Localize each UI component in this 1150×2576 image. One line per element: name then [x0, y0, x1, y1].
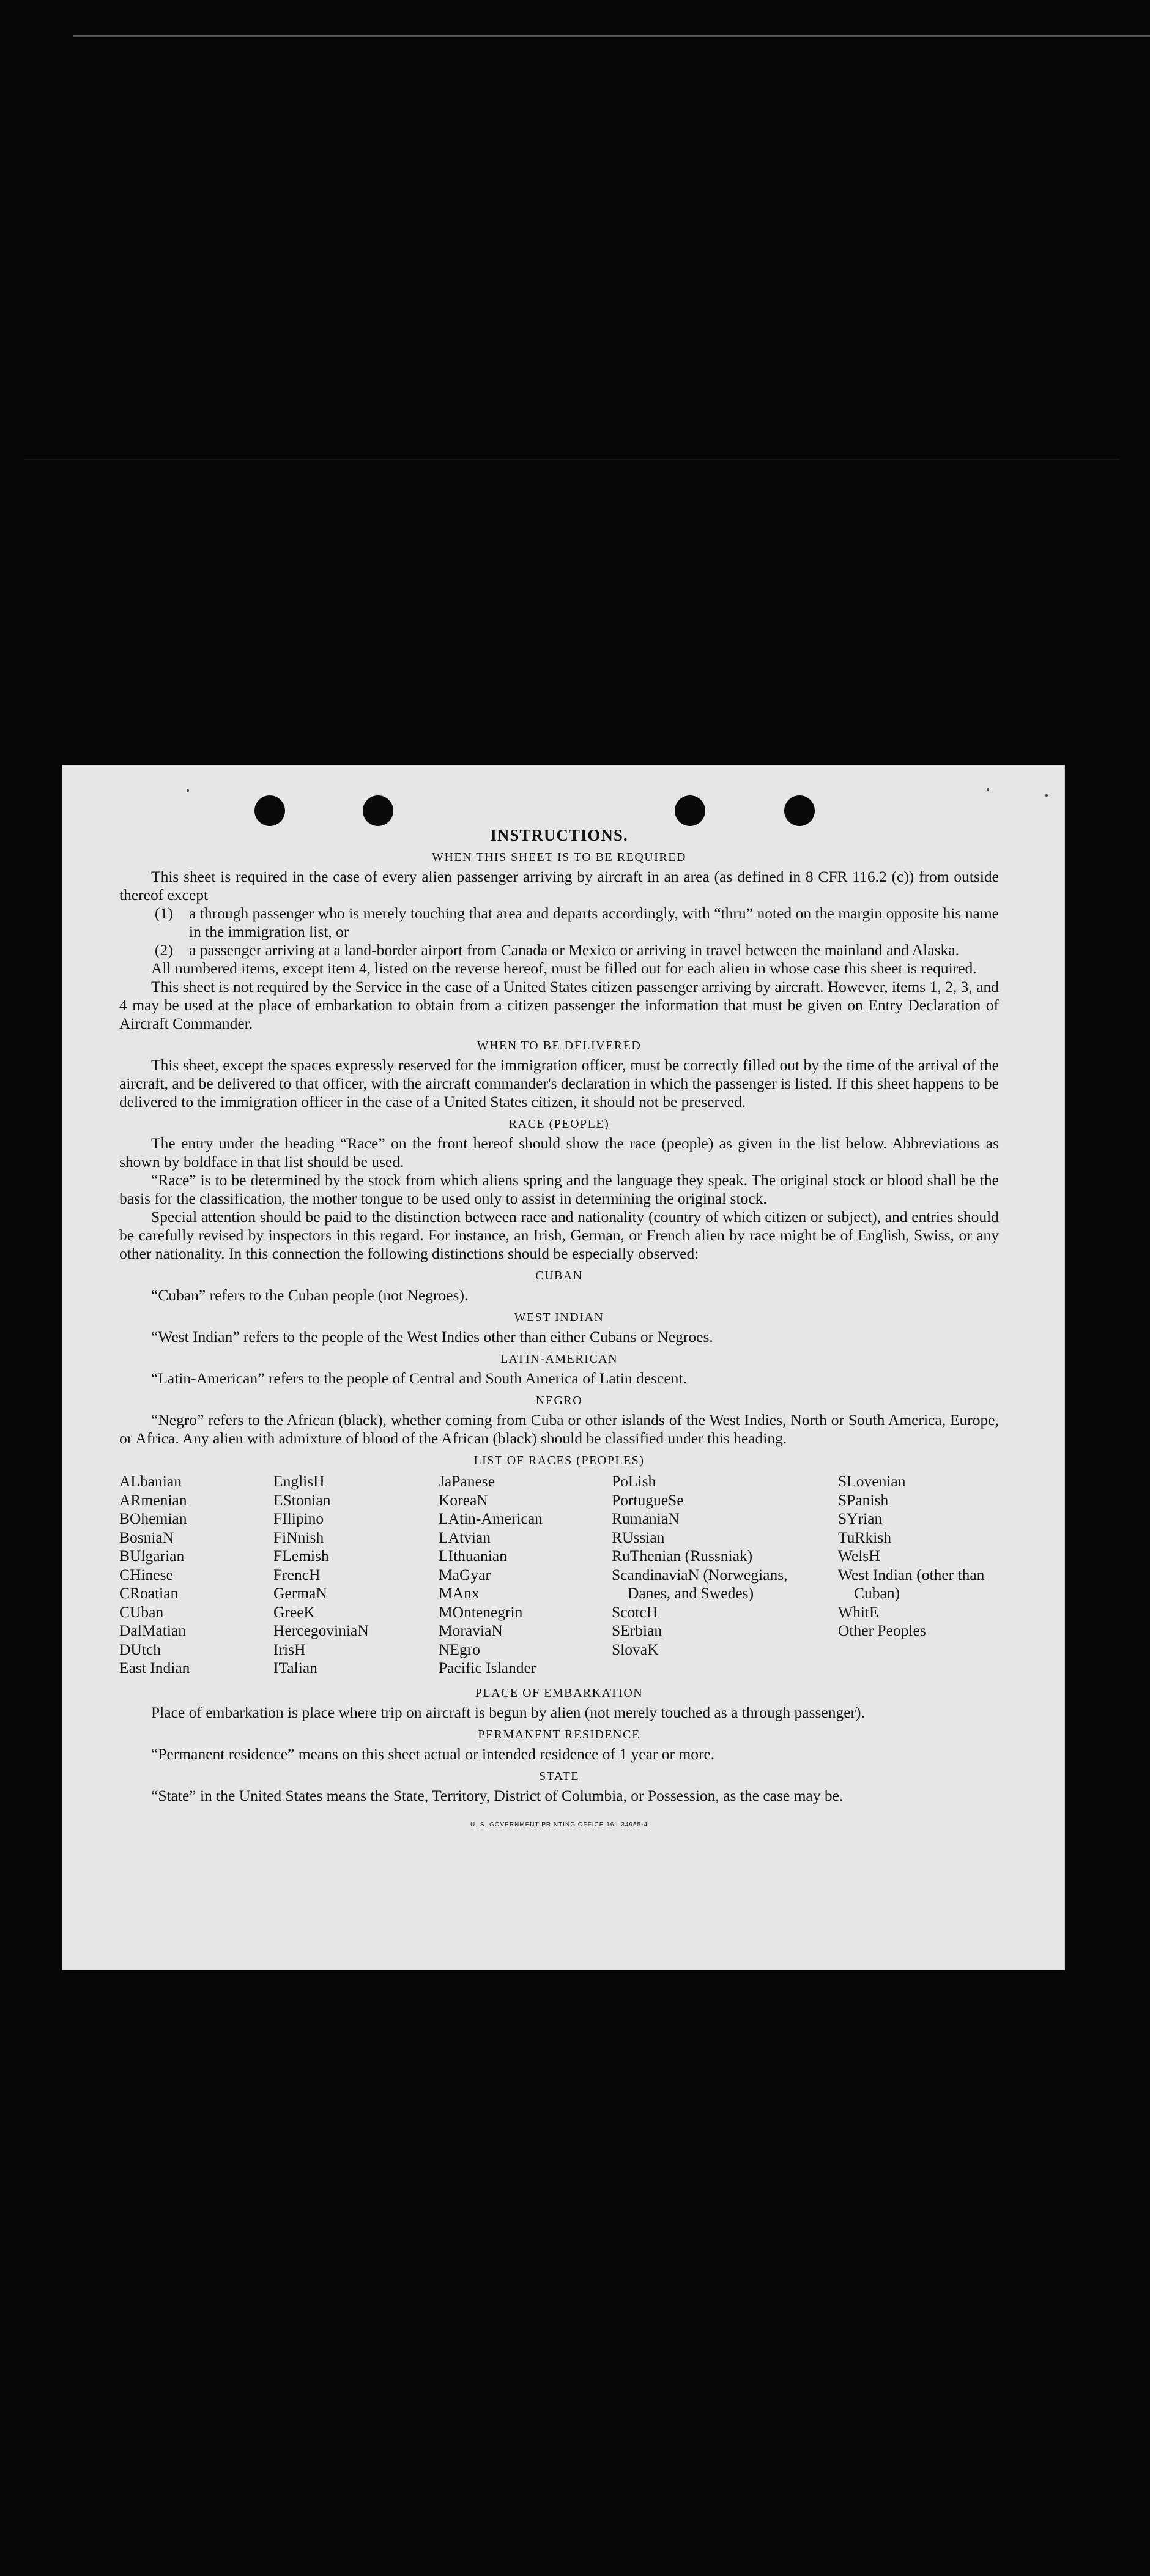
paragraph: Place of embarkation is place where trip on aircraft is begun by alien (not merely touched as a through passenger).: [151, 1703, 865, 1721]
list-item: [155, 941, 999, 959]
punch-hole: [254, 795, 285, 826]
instructions-body: [119, 826, 999, 1834]
race-entry: PoLish: [612, 1472, 656, 1490]
section-heading-permanent-residence: PERMANENT RESIDENCE: [478, 1728, 640, 1741]
race-entry: JaPanese: [439, 1472, 495, 1490]
race-entry: ITalian: [273, 1659, 317, 1677]
race-entry: FIlipino: [273, 1509, 324, 1527]
race-entry: RuThenian (Russniak): [612, 1547, 753, 1565]
race-entry: ARmenian: [119, 1491, 187, 1509]
section-heading-when-delivered: WHEN TO BE DELIVERED: [477, 1039, 642, 1052]
race-entry: WelsH: [838, 1547, 880, 1565]
instruction-sheet: [62, 765, 1065, 1970]
punch-hole: [784, 795, 815, 826]
item-number: (1): [155, 904, 173, 922]
race-list: [119, 1472, 999, 1680]
race-entry: LAtvian: [439, 1528, 491, 1546]
section-heading-state: STATE: [539, 1770, 579, 1783]
race-entry: MAnx: [439, 1584, 480, 1602]
page-title: INSTRUCTIONS.: [490, 826, 628, 844]
race-entry: MaGyar: [439, 1565, 491, 1584]
race-entry: GermaN: [273, 1584, 327, 1602]
race-entry: CHinese: [119, 1565, 173, 1584]
section-heading-list-of-races: LIST OF RACES (PEOPLES): [473, 1454, 645, 1467]
race-entry: DUtch: [119, 1640, 161, 1658]
race-entry: ScotcH: [612, 1603, 658, 1621]
race-entry: RUssian: [612, 1528, 665, 1546]
race-entry: HercegoviniaN: [273, 1621, 369, 1639]
paragraph: This sheet, except the spaces expressly reserved for the immigration officer, must be correctly filled out by the time of the arrival of the aircraft, and be delivered to that officer, with the aircraft commander's declaration in which the passenger is listed. If this sheet happens to be delivered to the immigration officer in the case of a United States citizen, it should not be preserved.: [119, 1056, 999, 1111]
item-text: a passenger arriving at a land-border airport from Canada or Mexico or arriving in travel between the mainland and Alaska.: [189, 941, 959, 959]
race-entry: DalMatian: [119, 1621, 187, 1639]
paragraph: “Cuban” refers to the Cuban people (not Negroes).: [151, 1286, 469, 1304]
paragraph: This sheet is not required by the Service in the case of a United States citizen passenger arriving by aircraft. However, items 1, 2, 3, and 4 may be used at the place of embarkation to obtain from a citizen passenger the information that must be given on Entry Declaration of Aircraft Commander.: [119, 978, 999, 1032]
race-entry: RumaniaN: [612, 1509, 680, 1527]
film-edge-line: [73, 35, 1150, 37]
race-entry: FLemish: [273, 1547, 329, 1565]
paragraph: “Negro” refers to the African (black), whether coming from Cuba or other islands of the West Indies, North or South America, Europe, or Africa. Any alien with admixture of blood of the African (black) should be classified under this heading.: [119, 1411, 999, 1447]
race-column: [838, 1472, 998, 1640]
race-entry: BOhemian: [119, 1509, 187, 1527]
dust-speck: [1045, 794, 1048, 797]
race-entry: FiNnish: [273, 1528, 324, 1546]
dust-speck: [187, 789, 189, 792]
race-entry: SPanish: [838, 1491, 889, 1509]
race-entry: MoraviaN: [439, 1621, 503, 1639]
race-entry: Other Peoples: [838, 1621, 926, 1639]
paragraph: “Latin-American” refers to the people of Central and South America of Latin descent.: [151, 1369, 687, 1387]
list-item: [155, 904, 999, 941]
race-entry: BUlgarian: [119, 1547, 185, 1565]
race-column: [439, 1472, 622, 1678]
race-entry: SErbian: [612, 1621, 662, 1639]
race-entry: CUban: [119, 1603, 164, 1621]
race-column: [273, 1472, 439, 1678]
paragraph: This sheet is required in the case of every alien passenger arriving by aircraft in an area (as defined in 8 CFR 116.2 (c)) from outside thereof except: [119, 868, 999, 904]
race-entry: ScandinaviaN (Norwegians, Danes, and Swedes): [612, 1565, 788, 1602]
race-entry: TuRkish: [838, 1528, 891, 1546]
section-heading-negro: NEGRO: [535, 1394, 583, 1407]
race-entry: MOntenegrin: [439, 1603, 523, 1621]
printer-imprint: U. S. GOVERNMENT PRINTING OFFICE 16—34955-4: [470, 1822, 648, 1828]
race-entry: LAtin-American: [439, 1509, 543, 1527]
race-entry: SYrian: [838, 1509, 883, 1527]
item-number: (2): [155, 941, 173, 959]
race-entry: WhitE: [838, 1603, 879, 1621]
punch-hole: [363, 795, 393, 826]
paragraph: “West Indian” refers to the people of the West Indies other than either Cubans or Negroes.: [151, 1328, 713, 1346]
race-entry: FrencH: [273, 1565, 321, 1584]
race-column: [612, 1472, 795, 1659]
race-entry: CRoatian: [119, 1584, 179, 1602]
paragraph: Special attention should be paid to the distinction between race and nationality (country of which citizen or subject), and entries should be carefully revised by inspectors in this regard. For instance, an Irish, German, or French alien by race might be of English, Swiss, or any other nationality. In this connection the following distinctions should be especially observed:: [119, 1208, 999, 1262]
section-heading-race: RACE (PEOPLE): [508, 1117, 610, 1131]
section-heading-place-of-embarkation: PLACE OF EMBARKATION: [475, 1686, 644, 1700]
race-entry: PortugueSe: [612, 1491, 684, 1509]
paragraph: All numbered items, except item 4, listed on the reverse hereof, must be filled out for each alien in whose case this sheet is required.: [151, 959, 977, 977]
paragraph: “Permanent residence” means on this sheet actual or intended residence of 1 year or more.: [151, 1745, 715, 1763]
punch-hole: [675, 795, 705, 826]
race-entry: LIthuanian: [439, 1547, 507, 1565]
section-heading-latin-american: LATIN-AMERICAN: [500, 1352, 618, 1366]
paragraph: “State” in the United States means the State, Territory, District of Columbia, or Possession, as the case may be.: [151, 1787, 844, 1804]
race-entry: EnglisH: [273, 1472, 325, 1490]
film-scratch-line: [24, 459, 1119, 460]
item-text: a through passenger who is merely touching that area and departs accordingly, with “thru” noted on the margin opposite his name in the immigration list, or: [189, 904, 999, 940]
race-entry: GreeK: [273, 1603, 315, 1621]
race-entry: West Indian (other than Cuban): [838, 1565, 985, 1602]
race-entry: Pacific Islander: [439, 1659, 536, 1677]
race-column: [119, 1472, 272, 1678]
race-entry: EStonian: [273, 1491, 331, 1509]
section-heading-when-required: WHEN THIS SHEET IS TO BE REQUIRED: [432, 851, 686, 864]
race-entry: SlovaK: [612, 1640, 659, 1658]
paragraph: “Race” is to be determined by the stock from which aliens spring and the language they speak. The original stock or blood shall be the basis for the classification, the mother tongue to be used only to assist in determining the original stock.: [119, 1171, 999, 1207]
section-heading-cuban: CUBAN: [535, 1269, 583, 1282]
race-entry: SLovenian: [838, 1472, 906, 1490]
race-entry: IrisH: [273, 1640, 306, 1658]
race-entry: BosniaN: [119, 1528, 174, 1546]
dust-speck: [987, 788, 989, 791]
paragraph: The entry under the heading “Race” on the front hereof should show the race (people) as given in the list below. Abbreviations as shown by boldface in that list should be used.: [119, 1134, 999, 1171]
race-entry: ALbanian: [119, 1472, 182, 1490]
race-entry: NEgro: [439, 1640, 480, 1658]
race-entry: East Indian: [119, 1659, 190, 1677]
section-heading-west-indian: WEST INDIAN: [514, 1311, 604, 1324]
race-entry: KoreaN: [439, 1491, 488, 1509]
